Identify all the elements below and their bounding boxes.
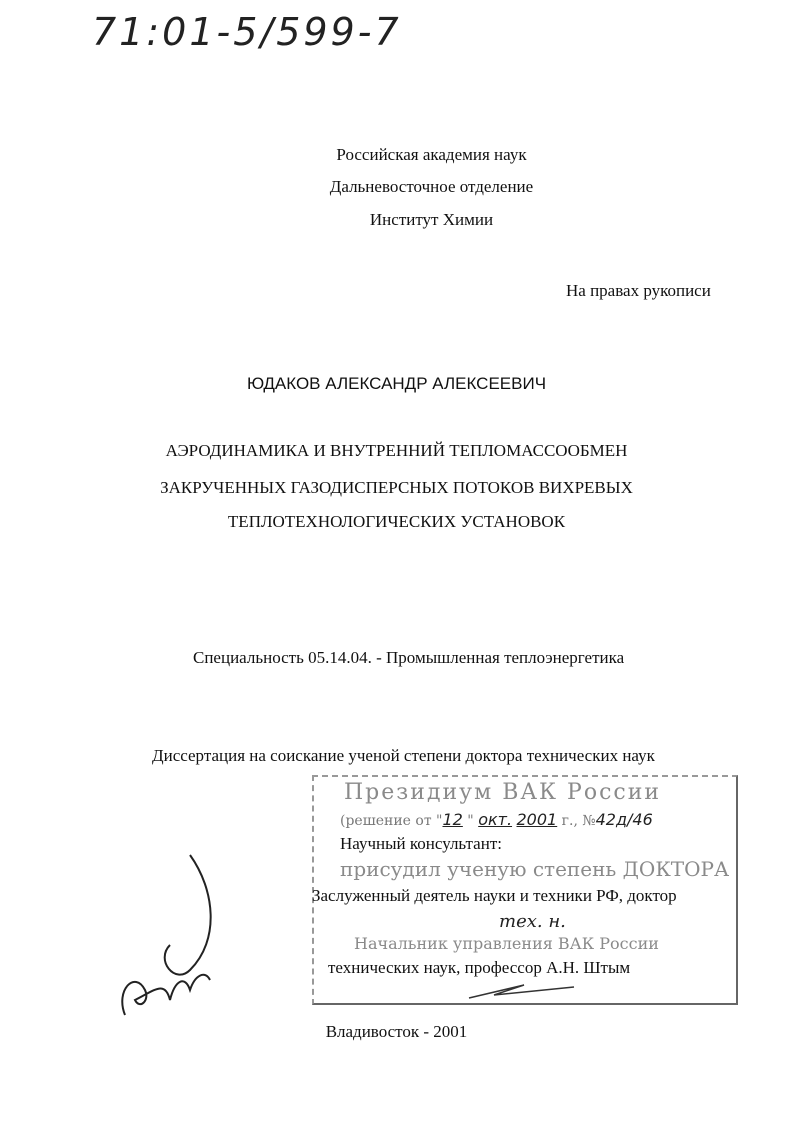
branch-name: Дальневосточное отделение <box>329 177 534 196</box>
rights-note: На правах рукописи <box>566 281 711 300</box>
academy-name: Российская академия наук <box>336 145 527 164</box>
specialty: Специальность 05.14.04. - Промышленная теплоэнергетика <box>193 648 625 667</box>
number-prefix: г., № <box>561 813 596 829</box>
city-year: Владивосток - 2001 <box>325 1022 468 1041</box>
decision-number: 42д/46 <box>595 810 653 829</box>
stamp-header: Президиум ВАК России <box>344 780 662 805</box>
consultant-line-1: Заслуженный деятель науки и техники РФ, доктор <box>312 886 677 905</box>
dissertation-type: Диссертация на соискание ученой степени доктора технических наук <box>152 746 655 765</box>
author-name: ЮДАКОВ АЛЕКСАНДР АЛЕКСЕЕВИЧ <box>246 374 547 393</box>
consultant-label: Научный консультант: <box>340 834 502 853</box>
stamp-field: тех. н. <box>499 911 566 932</box>
archive-number: 71:01-5/599-7 <box>92 10 402 54</box>
handwritten-signature-icon <box>95 850 245 1020</box>
title-line-2: ЗАКРУЧЕННЫХ ГАЗОДИСПЕРСНЫХ ПОТОКОВ ВИХРЕВЫХ <box>160 478 633 497</box>
stamp-signature-icon <box>464 981 584 1001</box>
stamp-decision: (решение от "12 " окт. 2001 г., №42д/46 <box>340 810 653 829</box>
decision-year: 2001 <box>516 810 558 829</box>
institute-name: Институт Химии <box>369 210 494 229</box>
consultant-line-2: технических наук, профессор А.Н. Штым <box>328 958 631 977</box>
title-line-1: АЭРОДИНАМИКА И ВНУТРЕННИЙ ТЕПЛОМАССООБМЕН <box>165 441 628 460</box>
decision-month: окт. <box>478 810 513 829</box>
decision-prefix: (решение от " <box>340 813 443 829</box>
title-line-3: ТЕПЛОТЕХНОЛОГИЧЕСКИХ УСТАНОВОК <box>227 512 566 531</box>
decision-day: 12 <box>442 810 463 829</box>
stamp-awarded: присудил ученую степень ДОКТОРА <box>340 857 730 881</box>
stamp-signer: Начальник управления ВАК России <box>354 934 659 953</box>
